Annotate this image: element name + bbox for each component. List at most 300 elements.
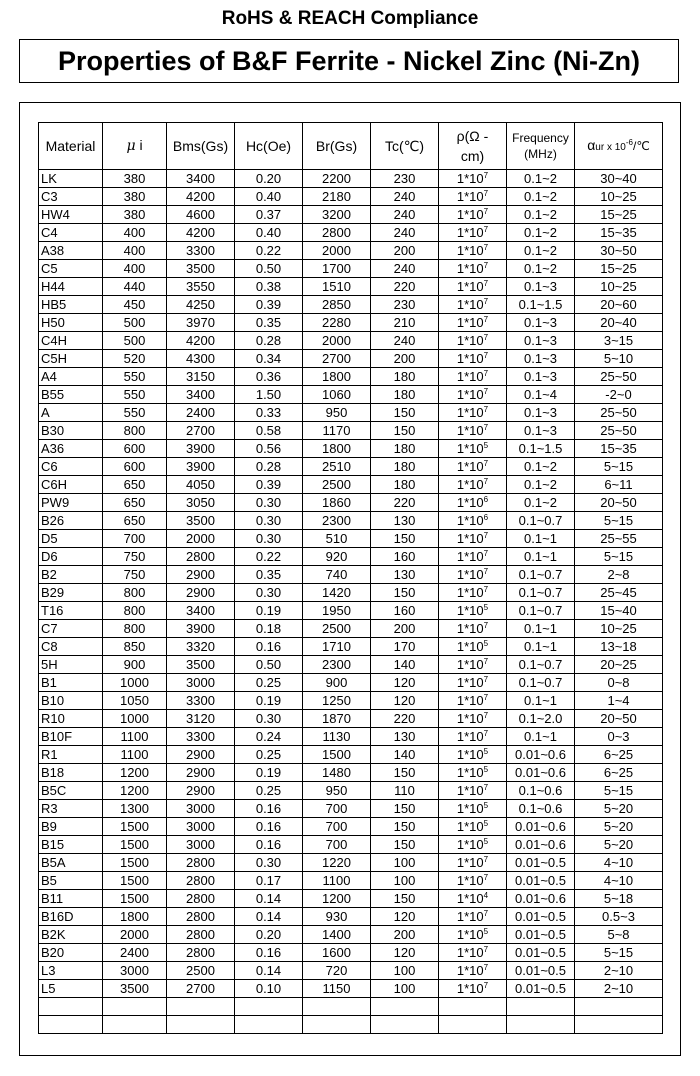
cell-br: 1100 [303, 872, 371, 890]
cell-br: 2500 [303, 476, 371, 494]
resistivity-base: 1*10 [456, 441, 484, 456]
table-row [39, 350, 663, 368]
cell-temp-coefficient: 15~40 [575, 602, 663, 620]
cell-resistivity [439, 602, 507, 620]
page-title [19, 39, 679, 83]
cell-bms: 4200 [167, 332, 235, 350]
cell-bms: 4300 [167, 350, 235, 368]
alpha-text: ur x 10 [595, 141, 626, 153]
cell-tc: 200 [371, 926, 439, 944]
cell-resistivity [439, 854, 507, 872]
cell-bms: 2900 [167, 764, 235, 782]
cell-frequency: 0.1~2 [507, 458, 575, 476]
cell-resistivity [439, 728, 507, 746]
cell-temp-coefficient: 15~35 [575, 224, 663, 242]
cell-tc: 150 [371, 800, 439, 818]
cell-br: 1800 [303, 368, 371, 386]
cell-frequency: 0.1~3 [507, 332, 575, 350]
cell-hc: 0.19 [235, 764, 303, 782]
table-row [39, 674, 663, 692]
table-row [39, 872, 663, 890]
cell-resistivity [439, 962, 507, 980]
cell-tc: 150 [371, 890, 439, 908]
cell-permeability: 500 [103, 332, 167, 350]
resistivity-exponent: 7 [483, 711, 489, 720]
cell-material: B10 [39, 692, 103, 710]
cell-br: 1800 [303, 440, 371, 458]
resistivity-base: 1*10 [456, 603, 484, 618]
cell-hc: 0.14 [235, 890, 303, 908]
cell-temp-coefficient: 5~20 [575, 800, 663, 818]
resistivity-exponent: 7 [483, 783, 489, 792]
cell-resistivity [439, 836, 507, 854]
cell-br: 1060 [303, 386, 371, 404]
cell-tc: 200 [371, 620, 439, 638]
cell-material: B55 [39, 386, 103, 404]
cell-resistivity [439, 890, 507, 908]
cell-br: 2180 [303, 188, 371, 206]
cell-temp-coefficient: 6~25 [575, 746, 663, 764]
cell-temp-coefficient: 5~18 [575, 890, 663, 908]
cell-material: C5 [39, 260, 103, 278]
cell-bms: 3400 [167, 170, 235, 188]
cell-hc: 0.19 [235, 692, 303, 710]
cell-tc: 240 [371, 206, 439, 224]
cell-tc: 210 [371, 314, 439, 332]
cell-material: C6H [39, 476, 103, 494]
cell-bms: 2500 [167, 962, 235, 980]
resistivity-base: 1*10 [456, 333, 484, 348]
resistivity-base: 1*10 [456, 567, 484, 582]
cell-temp-coefficient: 4~10 [575, 854, 663, 872]
cell-bms: 3050 [167, 494, 235, 512]
empty-cell [575, 998, 663, 1016]
cell-bms: 2900 [167, 566, 235, 584]
resistivity-base: 1*10 [456, 297, 484, 312]
cell-material: C3 [39, 188, 103, 206]
cell-tc: 220 [371, 710, 439, 728]
resistivity-exponent: 4 [483, 891, 489, 900]
cell-frequency: 0.1~3 [507, 422, 575, 440]
table-row [39, 278, 663, 296]
cell-br: 1870 [303, 710, 371, 728]
cell-hc: 0.30 [235, 854, 303, 872]
cell-temp-coefficient: 30~40 [575, 170, 663, 188]
resistivity-exponent: 7 [483, 549, 489, 558]
resistivity-base: 1*10 [456, 261, 484, 276]
table-row [39, 440, 663, 458]
empty-cell [303, 1016, 371, 1034]
cell-br: 1700 [303, 260, 371, 278]
resistivity-base: 1*10 [456, 963, 484, 978]
table-row [39, 188, 663, 206]
cell-material: B5A [39, 854, 103, 872]
cell-br: 1150 [303, 980, 371, 998]
cell-tc: 140 [371, 656, 439, 674]
resistivity-exponent: 5 [483, 603, 489, 612]
cell-resistivity [439, 638, 507, 656]
cell-material: C4H [39, 332, 103, 350]
empty-cell [575, 1016, 663, 1034]
header-temp-coefficient [575, 123, 663, 170]
cell-temp-coefficient: 10~25 [575, 278, 663, 296]
cell-resistivity [439, 224, 507, 242]
resistivity-exponent: 7 [483, 981, 489, 990]
cell-frequency: 0.1~1 [507, 620, 575, 638]
table-row [39, 170, 663, 188]
cell-frequency: 0.1~2 [507, 242, 575, 260]
table-row [39, 242, 663, 260]
resistivity-exponent: 7 [483, 567, 489, 576]
table-row [39, 422, 663, 440]
cell-temp-coefficient: 20~40 [575, 314, 663, 332]
cell-temp-coefficient: 0~8 [575, 674, 663, 692]
cell-permeability: 440 [103, 278, 167, 296]
resistivity-base: 1*10 [456, 495, 484, 510]
cell-temp-coefficient: 15~35 [575, 440, 663, 458]
cell-resistivity [439, 458, 507, 476]
cell-bms: 3550 [167, 278, 235, 296]
cell-frequency: 0.1~3 [507, 278, 575, 296]
mu-symbol: μ [126, 138, 136, 154]
compliance-heading: RoHS & REACH Compliance [221, 8, 479, 29]
cell-bms: 3900 [167, 440, 235, 458]
cell-material: B16D [39, 908, 103, 926]
cell-hc: 0.16 [235, 800, 303, 818]
cell-permeability: 520 [103, 350, 167, 368]
cell-tc: 160 [371, 602, 439, 620]
resistivity-base: 1*10 [456, 927, 484, 942]
cell-permeability: 800 [103, 584, 167, 602]
cell-resistivity [439, 908, 507, 926]
cell-material: B30 [39, 422, 103, 440]
cell-permeability: 800 [103, 620, 167, 638]
cell-frequency: 0.01~0.5 [507, 854, 575, 872]
cell-hc: 0.36 [235, 368, 303, 386]
cell-bms: 2700 [167, 422, 235, 440]
cell-br: 1600 [303, 944, 371, 962]
cell-br: 920 [303, 548, 371, 566]
empty-cell [103, 1016, 167, 1034]
cell-temp-coefficient: 0~3 [575, 728, 663, 746]
resistivity-base: 1*10 [456, 315, 484, 330]
cell-hc: 0.14 [235, 908, 303, 926]
cell-tc: 220 [371, 278, 439, 296]
cell-bms: 3000 [167, 836, 235, 854]
cell-frequency: 0.1~1 [507, 638, 575, 656]
cell-material: B2 [39, 566, 103, 584]
cell-br: 1220 [303, 854, 371, 872]
cell-temp-coefficient: 1~4 [575, 692, 663, 710]
cell-hc: 0.20 [235, 926, 303, 944]
table-row [39, 314, 663, 332]
table-row [39, 458, 663, 476]
cell-resistivity [439, 368, 507, 386]
cell-tc: 230 [371, 170, 439, 188]
cell-material: H44 [39, 278, 103, 296]
cell-tc: 240 [371, 188, 439, 206]
cell-br: 2510 [303, 458, 371, 476]
cell-frequency: 0.1~3 [507, 314, 575, 332]
cell-resistivity [439, 818, 507, 836]
cell-permeability: 1300 [103, 800, 167, 818]
resistivity-exponent: 7 [483, 873, 489, 882]
cell-hc: 0.40 [235, 188, 303, 206]
resistivity-base: 1*10 [456, 945, 484, 960]
header-resistivity [439, 123, 507, 170]
cell-bms: 4200 [167, 224, 235, 242]
cell-material: B1 [39, 674, 103, 692]
table-row [39, 476, 663, 494]
cell-bms: 3320 [167, 638, 235, 656]
cell-temp-coefficient: 20~50 [575, 710, 663, 728]
cell-br: 3200 [303, 206, 371, 224]
cell-material: A36 [39, 440, 103, 458]
resistivity-base: 1*10 [456, 171, 484, 186]
cell-temp-coefficient: 0.5~3 [575, 908, 663, 926]
resistivity-base: 1*10 [456, 891, 484, 906]
cell-frequency: 0.1~0.6 [507, 800, 575, 818]
cell-permeability: 400 [103, 260, 167, 278]
resistivity-exponent: 7 [483, 909, 489, 918]
cell-hc: 0.20 [235, 170, 303, 188]
table-row [39, 512, 663, 530]
cell-br: 700 [303, 818, 371, 836]
cell-bms: 2000 [167, 530, 235, 548]
cell-temp-coefficient: 2~10 [575, 962, 663, 980]
cell-bms: 3970 [167, 314, 235, 332]
cell-br: 1170 [303, 422, 371, 440]
cell-resistivity [439, 296, 507, 314]
cell-resistivity [439, 278, 507, 296]
resistivity-base: 1*10 [456, 639, 484, 654]
cell-br: 930 [303, 908, 371, 926]
resistivity-base: 1*10 [456, 981, 484, 996]
table-row [39, 386, 663, 404]
resistivity-exponent: 7 [483, 585, 489, 594]
cell-permeability: 800 [103, 422, 167, 440]
resistivity-base: 1*10 [456, 279, 484, 294]
cell-temp-coefficient: 20~25 [575, 656, 663, 674]
cell-permeability: 750 [103, 566, 167, 584]
empty-cell [371, 998, 439, 1016]
cell-resistivity [439, 692, 507, 710]
table-row [39, 224, 663, 242]
cell-bms: 3300 [167, 728, 235, 746]
cell-material: B26 [39, 512, 103, 530]
cell-hc: 0.25 [235, 746, 303, 764]
resistivity-exponent: 7 [483, 369, 489, 378]
cell-hc: 0.30 [235, 494, 303, 512]
cell-br: 720 [303, 962, 371, 980]
resistivity-base: 1*10 [456, 711, 484, 726]
cell-permeability: 1800 [103, 908, 167, 926]
cell-frequency: 0.1~0.7 [507, 602, 575, 620]
cell-hc: 0.10 [235, 980, 303, 998]
cell-permeability: 1100 [103, 746, 167, 764]
table-row [39, 206, 663, 224]
cell-tc: 150 [371, 764, 439, 782]
cell-frequency: 0.1~0.7 [507, 674, 575, 692]
resistivity-exponent: 7 [483, 405, 489, 414]
cell-bms: 3000 [167, 800, 235, 818]
cell-frequency: 0.1~2 [507, 260, 575, 278]
table-row [39, 548, 663, 566]
cell-bms: 2800 [167, 854, 235, 872]
cell-hc: 0.30 [235, 512, 303, 530]
table-row [39, 818, 663, 836]
empty-cell [167, 998, 235, 1016]
cell-frequency: 0.1~3 [507, 350, 575, 368]
cell-permeability: 380 [103, 170, 167, 188]
cell-resistivity [439, 710, 507, 728]
cell-bms: 2800 [167, 872, 235, 890]
table-row [39, 980, 663, 998]
resistivity-base: 1*10 [456, 819, 484, 834]
empty-cell [167, 1016, 235, 1034]
cell-br: 1130 [303, 728, 371, 746]
cell-br: 900 [303, 674, 371, 692]
cell-material: D5 [39, 530, 103, 548]
cell-material: C5H [39, 350, 103, 368]
empty-cell [507, 998, 575, 1016]
cell-material: C7 [39, 620, 103, 638]
cell-material: D6 [39, 548, 103, 566]
cell-bms: 2800 [167, 944, 235, 962]
cell-br: 1420 [303, 584, 371, 602]
cell-tc: 120 [371, 944, 439, 962]
cell-temp-coefficient: 3~15 [575, 332, 663, 350]
cell-tc: 150 [371, 584, 439, 602]
cell-tc: 120 [371, 692, 439, 710]
resistivity-base: 1*10 [456, 765, 484, 780]
cell-temp-coefficient: 25~55 [575, 530, 663, 548]
cell-resistivity [439, 350, 507, 368]
cell-temp-coefficient: 13~18 [575, 638, 663, 656]
resistivity-base: 1*10 [456, 189, 484, 204]
cell-bms: 4050 [167, 476, 235, 494]
resistivity-base: 1*10 [456, 369, 484, 384]
table-row [39, 962, 663, 980]
table-row [39, 890, 663, 908]
table-row [39, 620, 663, 638]
cell-resistivity [439, 260, 507, 278]
cell-tc: 240 [371, 260, 439, 278]
cell-permeability: 650 [103, 512, 167, 530]
resistivity-exponent: 7 [483, 657, 489, 666]
cell-br: 510 [303, 530, 371, 548]
cell-material: B10F [39, 728, 103, 746]
cell-material: A38 [39, 242, 103, 260]
cell-br: 1710 [303, 638, 371, 656]
cell-hc: 0.16 [235, 836, 303, 854]
cell-permeability: 850 [103, 638, 167, 656]
table-row [39, 836, 663, 854]
cell-permeability: 600 [103, 440, 167, 458]
cell-resistivity [439, 674, 507, 692]
resistivity-exponent: 7 [483, 351, 489, 360]
cell-hc: 0.37 [235, 206, 303, 224]
cell-permeability: 500 [103, 314, 167, 332]
cell-resistivity [439, 584, 507, 602]
cell-bms: 2800 [167, 908, 235, 926]
cell-material: A4 [39, 368, 103, 386]
resistivity-exponent: 5 [483, 747, 489, 756]
cell-material: B20 [39, 944, 103, 962]
cell-resistivity [439, 980, 507, 998]
resistivity-exponent: 7 [483, 693, 489, 702]
resistivity-base: 1*10 [456, 909, 484, 924]
cell-frequency: 0.1~1 [507, 692, 575, 710]
cell-permeability: 1500 [103, 854, 167, 872]
empty-table-row [39, 998, 663, 1016]
cell-frequency: 0.1~1.5 [507, 440, 575, 458]
cell-br: 1500 [303, 746, 371, 764]
table-row [39, 764, 663, 782]
table-row [39, 746, 663, 764]
cell-permeability: 550 [103, 404, 167, 422]
cell-br: 2850 [303, 296, 371, 314]
alpha-symbol: α [587, 136, 596, 153]
table-row [39, 944, 663, 962]
resistivity-base: 1*10 [456, 747, 484, 762]
cell-permeability: 650 [103, 476, 167, 494]
cell-temp-coefficient: 2~10 [575, 980, 663, 998]
cell-resistivity [439, 872, 507, 890]
cell-resistivity [439, 494, 507, 512]
cell-bms: 3400 [167, 386, 235, 404]
cell-br: 700 [303, 836, 371, 854]
cell-bms: 4250 [167, 296, 235, 314]
cell-hc: 0.28 [235, 332, 303, 350]
cell-frequency: 0.1~1.5 [507, 296, 575, 314]
cell-resistivity [439, 170, 507, 188]
table-row [39, 296, 663, 314]
cell-tc: 150 [371, 836, 439, 854]
cell-bms: 3150 [167, 368, 235, 386]
cell-temp-coefficient: 5~20 [575, 836, 663, 854]
resistivity-exponent: 7 [483, 531, 489, 540]
resistivity-exponent: 7 [483, 279, 489, 288]
cell-frequency: 0.01~0.5 [507, 944, 575, 962]
cell-material: C8 [39, 638, 103, 656]
resistivity-base: 1*10 [456, 675, 484, 690]
cell-temp-coefficient: 5~10 [575, 350, 663, 368]
cell-material: T16 [39, 602, 103, 620]
resistivity-base: 1*10 [456, 855, 484, 870]
cell-bms: 2800 [167, 926, 235, 944]
cell-bms: 2900 [167, 584, 235, 602]
cell-hc: 0.30 [235, 584, 303, 602]
cell-hc: 0.56 [235, 440, 303, 458]
resistivity-base: 1*10 [456, 531, 484, 546]
cell-tc: 110 [371, 782, 439, 800]
rho-line2: cm) [460, 148, 485, 164]
cell-hc: 0.17 [235, 872, 303, 890]
empty-cell [303, 998, 371, 1016]
cell-temp-coefficient: 6~25 [575, 764, 663, 782]
cell-temp-coefficient: 5~20 [575, 818, 663, 836]
table-row [39, 530, 663, 548]
cell-tc: 200 [371, 350, 439, 368]
resistivity-exponent: 7 [483, 387, 489, 396]
cell-permeability: 900 [103, 656, 167, 674]
cell-permeability: 800 [103, 602, 167, 620]
cell-resistivity [439, 764, 507, 782]
cell-material: HB5 [39, 296, 103, 314]
resistivity-exponent: 7 [483, 963, 489, 972]
table-row [39, 656, 663, 674]
